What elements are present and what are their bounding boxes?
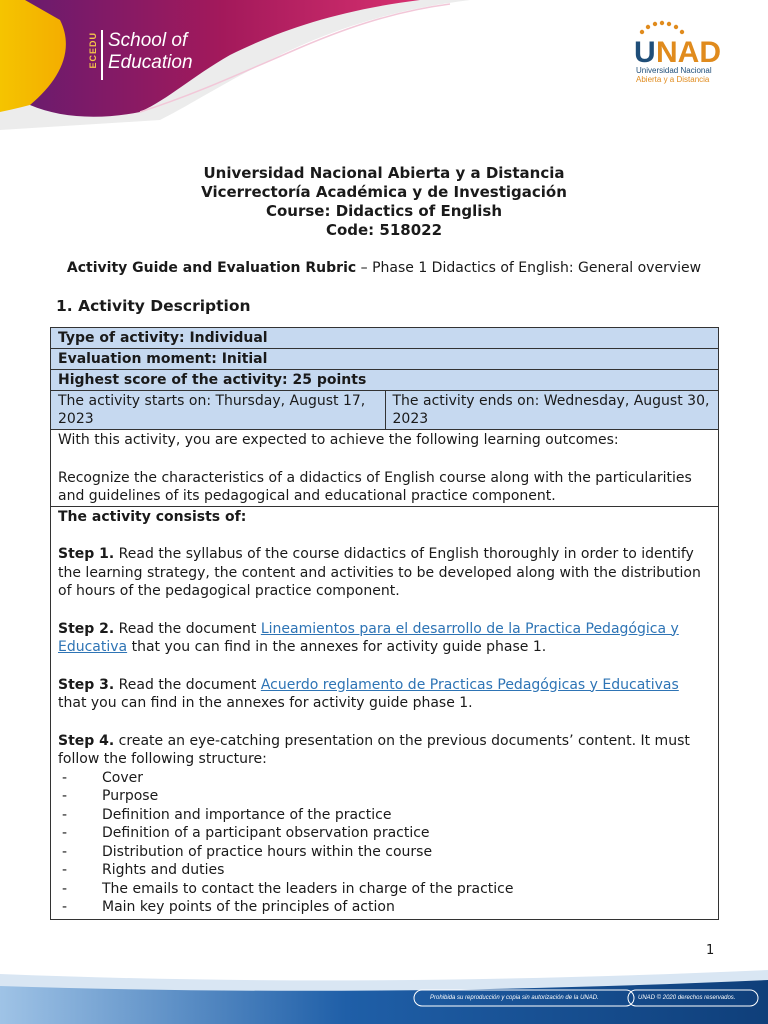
list-item: - The emails to contact the leaders in charge of the practice	[58, 880, 711, 899]
school-name-line1: School of	[108, 30, 188, 51]
list-item: - Distribution of practice hours within the course	[58, 843, 711, 862]
step-2	[58, 620, 711, 657]
svg-text:NAD: NAD	[656, 36, 721, 66]
learning-outcomes-cell	[51, 430, 718, 507]
list-item: - Cover	[58, 769, 711, 788]
consists-heading: The activity consists of:	[58, 508, 247, 525]
step-4-label: Step 4.	[58, 732, 115, 749]
activity-type-row: Type of activity: Individual	[51, 328, 718, 349]
step-2-post: that you can find in the annexes for activity guide phase 1.	[127, 639, 547, 655]
presentation-structure-list	[58, 769, 711, 917]
footer-copyright: UNAD © 2020 derechos reservados.	[638, 995, 736, 1001]
evaluation-moment-row: Evaluation moment: Initial	[51, 349, 718, 370]
outcomes-intro: With this activity, you are expected to achieve the following learning outcomes:	[58, 432, 619, 448]
list-item: - Purpose	[58, 787, 711, 806]
page-number: 1	[706, 943, 715, 958]
footer-notice: Prohibida su reproducción y copia sin autorización de la UNAD.	[430, 995, 599, 1001]
highest-score-row: Highest score of the activity: 25 points	[51, 370, 718, 391]
step-1	[58, 545, 711, 601]
logo-name-line2: Abierta y a Distancia	[636, 75, 710, 84]
step-1-text: Read the syllabus of the course didactics of English thoroughly in order to identify the learning strategy, the content and activities to be developed along with the distribution of hours of the pedagogical practice component.	[58, 546, 701, 599]
step-3	[58, 676, 711, 713]
guide-subtitle	[60, 259, 708, 277]
course-title: Course: Didactics of English	[265, 202, 502, 220]
dates-row	[51, 391, 718, 430]
step-2-pre: Read the document	[114, 620, 261, 637]
list-item: - Definition and importance of the practice	[58, 806, 711, 825]
vicerrectoria-title: Vicerrectoría Académica y de Investigación	[201, 183, 567, 201]
start-date: The activity starts on: Thursday, August 17, 2023	[58, 393, 366, 427]
university-title: Universidad Nacional Abierta y a Distancia	[203, 164, 565, 182]
learning-outcome: Recognize the characteristics of a didactics of English course along with the particularities and guidelines of its pedagogical and educational practice component.	[58, 469, 692, 504]
school-tag: ECEDU	[88, 32, 98, 69]
course-code: Code: 518022	[325, 221, 443, 239]
activity-table	[50, 327, 719, 920]
step-3-label: Step 3.	[58, 676, 115, 693]
step-3-post: that you can find in the annexes for activity guide phase 1.	[58, 695, 473, 711]
svg-text:U: U	[634, 36, 656, 66]
unad-logo-mark	[632, 18, 744, 66]
step-3-pre: Read the document	[114, 676, 261, 693]
step-4	[58, 732, 711, 769]
end-date: The activity ends on: Wednesday, August 30, 2023	[385, 391, 719, 429]
guide-subtitle-rest: – Phase 1 Didactics of English: General overview	[356, 260, 702, 276]
school-name-line2: Education	[108, 52, 193, 73]
lineamientos-link[interactable]: Lineamientos para el desarrollo de la Practica Pedagógica y Educativa	[58, 620, 679, 655]
step-1-label: Step 1.	[58, 546, 115, 562]
step-2-label: Step 2.	[58, 620, 115, 637]
guide-subtitle-bold: Activity Guide and Evaluation Rubric	[66, 260, 357, 276]
activity-steps-cell	[51, 507, 718, 919]
list-item: - Rights and duties	[58, 861, 711, 880]
acuerdo-reglamento-link[interactable]: Acuerdo reglamento de Practicas Pedagógicas y Educativas	[260, 676, 679, 693]
list-item: - Definition of a participant observation practice	[58, 824, 711, 843]
logo-name-line1: Universidad Nacional	[636, 66, 712, 75]
step-4-text: create an eye-catching presentation on the previous documents’ content. It must follow the following structure:	[58, 732, 690, 767]
unad-logo	[632, 18, 744, 98]
document-titles	[0, 164, 768, 240]
list-item: - Main key points of the principles of action	[58, 898, 711, 917]
logo-divider	[101, 30, 103, 80]
section-heading: 1. Activity Description	[56, 297, 251, 315]
